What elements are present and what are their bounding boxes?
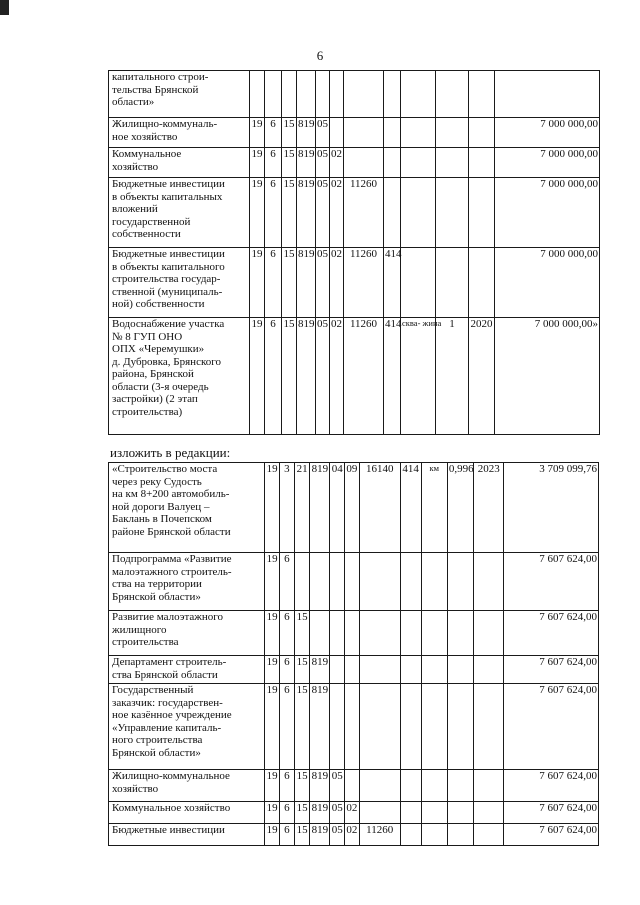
item-name-cell: Коммунальное хозяйство [109,802,265,824]
department-cell [310,553,330,611]
department-cell: 819 [297,178,316,248]
expense-type-cell: 414 [384,248,401,318]
table-row [109,802,599,824]
capacity-cell [447,553,473,611]
amount-cell: 7 607 624,00 [504,770,599,802]
section-cell: 05 [316,248,330,318]
subprogram-cell: 6 [280,553,295,611]
subprogram-cell: 6 [280,770,295,802]
year-cell [469,178,495,248]
amount-cell: 7 607 624,00 [504,802,599,824]
target-article-cell [359,611,400,656]
unit-cell [421,770,447,802]
subsection-cell [330,118,344,148]
item-name-cell: Жилищно-коммунальное хозяйство [109,770,265,802]
program-cell: 19 [265,656,280,684]
section-cell: 05 [316,148,330,178]
program-cell: 19 [265,463,280,553]
capacity-cell [447,770,473,802]
department-cell: 819 [310,824,330,846]
capacity-cell [447,824,473,846]
subprogram-cell: 6 [265,118,282,148]
capacity-cell [436,178,469,248]
target-article-cell: 11260 [344,318,384,435]
table-row [109,178,600,248]
target-article-cell [359,684,400,770]
amendment-instruction: изложить в редакции: [110,445,231,460]
event-cell: 15 [282,178,297,248]
target-article-cell [344,148,384,178]
program-cell [250,71,265,118]
unit-cell [401,148,436,178]
subsection-cell [345,684,360,770]
subsection-cell: 02 [330,148,344,178]
table-row [109,770,599,802]
unit-cell [401,178,436,248]
expense-type-cell [384,178,401,248]
table-row [109,118,600,148]
program-cell: 19 [265,553,280,611]
page-number: 6 [316,48,324,63]
target-article-cell: 11260 [359,824,400,846]
subsection-cell: 02 [330,248,344,318]
subprogram-cell: 6 [280,684,295,770]
capacity-cell: 1 [436,318,469,435]
department-cell: 819 [310,656,330,684]
event-cell: 15 [294,611,310,656]
capacity-cell [447,656,473,684]
table-row [109,684,599,770]
subsection-cell: 02 [330,178,344,248]
amount-cell: 7 607 624,00 [504,553,599,611]
subsection-cell: 09 [345,463,360,553]
section-cell [330,684,345,770]
amount-cell: 7 607 624,00 [504,656,599,684]
section-cell: 05 [330,770,345,802]
program-cell: 19 [265,824,280,846]
subprogram-cell [265,71,282,118]
subsection-cell [345,553,360,611]
event-cell: 15 [282,248,297,318]
item-name-cell: капитального строи- тельства Брянской области» [109,71,250,118]
subprogram-cell: 6 [280,802,295,824]
year-cell [474,553,504,611]
section-cell: 05 [330,802,345,824]
unit-cell [401,248,436,318]
budget-table-new [108,462,599,846]
unit-cell: сква- жина [401,318,436,435]
expense-type-cell [384,148,401,178]
table-row [109,463,599,553]
table-row [109,553,599,611]
expense-type-cell [384,118,401,148]
unit-cell [421,824,447,846]
scan-edge-mark [0,0,9,15]
expense-type-cell [400,824,421,846]
amount-cell: 7 607 624,00 [504,611,599,656]
amount-cell: 7 000 000,00» [495,318,600,435]
amount-cell: 7 000 000,00 [495,148,600,178]
item-name-cell: Коммунальное хозяйство [109,148,250,178]
item-name-cell: Департамент строитель- ства Брянской области [109,656,265,684]
section-cell: 05 [330,824,345,846]
unit-cell [401,118,436,148]
event-cell [282,71,297,118]
target-article-cell [359,553,400,611]
unit-cell [421,802,447,824]
expense-type-cell [400,553,421,611]
item-name-cell: Водоснабжение участка № 8 ГУП ОНО ОПХ «Черемушки» д. Дубровка, Брянского района, Брянской области (3-я очередь застройки) (2 этап строительства) [109,318,250,435]
section-cell: 04 [330,463,345,553]
section-cell [330,611,345,656]
department-cell: 819 [310,463,330,553]
section-cell [316,71,330,118]
year-cell [474,802,504,824]
section-cell: 05 [316,178,330,248]
capacity-cell [447,611,473,656]
table-row [109,71,600,118]
subprogram-cell: 3 [280,463,295,553]
department-cell: 819 [297,248,316,318]
target-article-cell [359,802,400,824]
subsection-cell: 02 [330,318,344,435]
year-cell [474,684,504,770]
program-cell: 19 [265,684,280,770]
target-article-cell: 11260 [344,178,384,248]
event-cell: 15 [294,656,310,684]
department-cell: 819 [310,684,330,770]
department-cell: 819 [297,118,316,148]
year-cell [469,118,495,148]
table-row [109,248,600,318]
amount-cell: 3 709 099,76 [504,463,599,553]
program-cell: 19 [250,118,265,148]
program-cell: 19 [265,802,280,824]
amount-cell: 7 000 000,00 [495,118,600,148]
program-cell: 19 [250,318,265,435]
expense-type-cell [400,802,421,824]
section-cell [330,656,345,684]
subsection-cell [345,770,360,802]
department-cell [310,611,330,656]
subprogram-cell: 6 [280,824,295,846]
subprogram-cell: 6 [265,248,282,318]
event-cell: 15 [282,148,297,178]
target-article-cell: 16140 [359,463,400,553]
capacity-cell [436,248,469,318]
program-cell: 19 [250,148,265,178]
program-cell: 19 [265,611,280,656]
section-cell: 05 [316,318,330,435]
capacity-cell [436,71,469,118]
unit-cell [421,553,447,611]
year-cell [469,148,495,178]
year-cell [474,824,504,846]
target-article-cell [344,71,384,118]
item-name-cell: Развитие малоэтажного жилищного строительства [109,611,265,656]
section-cell [330,553,345,611]
event-cell: 15 [282,318,297,435]
subprogram-cell: 6 [265,318,282,435]
target-article-cell [344,118,384,148]
target-article-cell [359,770,400,802]
table-row [109,148,600,178]
subsection-cell: 02 [345,824,360,846]
event-cell: 15 [294,770,310,802]
year-cell [474,656,504,684]
program-cell: 19 [250,248,265,318]
item-name-cell: «Строительство моста через реку Судость на км 8+200 автомобиль- ной дороги Валуец – Баклань в Почепском районе Брянской области [109,463,265,553]
amount-cell: 7 000 000,00 [495,248,600,318]
year-cell [474,770,504,802]
amount-cell [495,71,600,118]
amount-cell: 7 607 624,00 [504,824,599,846]
subprogram-cell: 6 [265,148,282,178]
capacity-cell: 0,996 [447,463,473,553]
subsection-cell: 02 [345,802,360,824]
item-name-cell: Бюджетные инвестиции [109,824,265,846]
department-cell: 819 [297,318,316,435]
target-article-cell [359,656,400,684]
event-cell [294,553,310,611]
event-cell: 15 [294,824,310,846]
program-cell: 19 [250,178,265,248]
target-article-cell: 11260 [344,248,384,318]
year-cell [469,248,495,318]
program-cell: 19 [265,770,280,802]
expense-type-cell [400,656,421,684]
subprogram-cell: 6 [265,178,282,248]
event-cell: 15 [282,118,297,148]
department-cell: 819 [297,148,316,178]
item-name-cell: Бюджетные инвестиции в объекты капитального строительства государ- ственной (муниципаль- ной) собственности [109,248,250,318]
item-name-cell: Подпрограмма «Развитие малоэтажного строитель- ства на территории Брянской области» [109,553,265,611]
table-row [109,656,599,684]
year-cell [474,611,504,656]
amount-cell: 7 607 624,00 [504,684,599,770]
unit-cell [401,71,436,118]
event-cell: 15 [294,684,310,770]
expense-type-cell [400,611,421,656]
department-cell: 819 [310,770,330,802]
expense-type-cell: 414 [384,318,401,435]
subprogram-cell: 6 [280,611,295,656]
section-cell: 05 [316,118,330,148]
expense-type-cell [400,770,421,802]
budget-table-old [108,70,600,435]
expense-type-cell [384,71,401,118]
capacity-cell [436,118,469,148]
event-cell: 15 [294,802,310,824]
item-name-cell: Жилищно-коммуналь- ное хозяйство [109,118,250,148]
subprogram-cell: 6 [280,656,295,684]
item-name-cell: Государственный заказчик: государствен- ное казённое учреждение «Управление капиталь- ного строительства Брянской области» [109,684,265,770]
year-cell: 2023 [474,463,504,553]
item-name-cell: Бюджетные инвестиции в объекты капитальных вложений государственной собственности [109,178,250,248]
table-row [109,318,600,435]
capacity-cell [436,148,469,178]
subsection-cell [345,611,360,656]
event-cell: 21 [294,463,310,553]
expense-type-cell [400,684,421,770]
subsection-cell [345,656,360,684]
unit-cell [421,611,447,656]
unit-cell: км [421,463,447,553]
amount-cell: 7 000 000,00 [495,178,600,248]
capacity-cell [447,802,473,824]
unit-cell [421,684,447,770]
table-row [109,611,599,656]
year-cell [469,71,495,118]
capacity-cell [447,684,473,770]
table-row [109,824,599,846]
unit-cell [421,656,447,684]
department-cell: 819 [310,802,330,824]
department-cell [297,71,316,118]
subsection-cell [330,71,344,118]
expense-type-cell: 414 [400,463,421,553]
year-cell: 2020 [469,318,495,435]
